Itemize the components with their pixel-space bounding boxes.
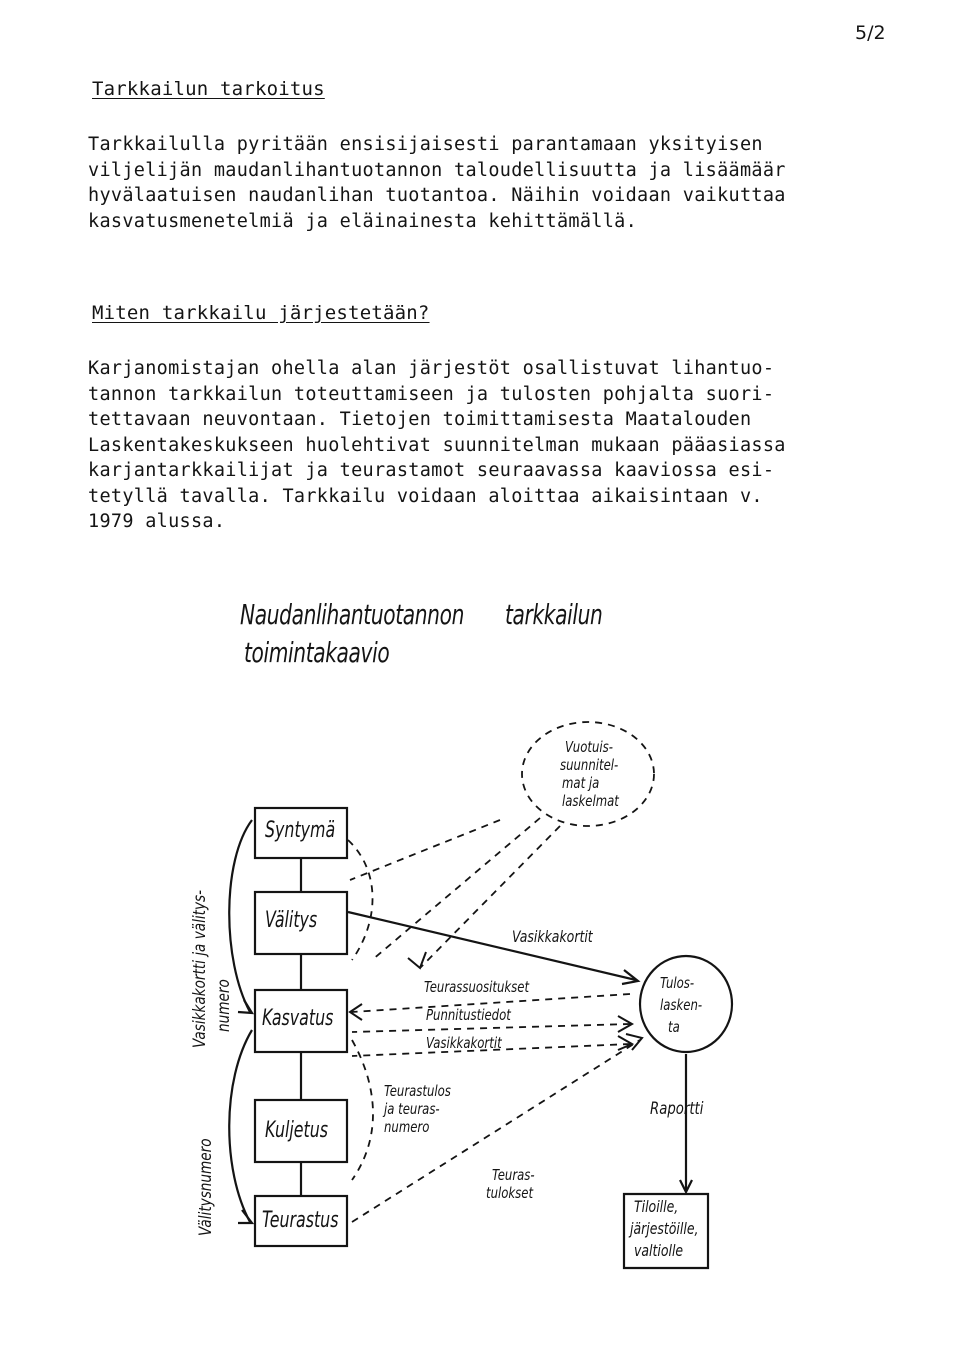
plans-text-4: laskelmat xyxy=(562,792,619,810)
text-line: Karjanomistajan ohella alan järjestöt osallistuvat lihantuo- xyxy=(88,358,775,379)
arrow-label-teurastulos-3: numero xyxy=(384,1118,430,1136)
stage-label-kasvatus: Kasvatus xyxy=(262,1006,334,1031)
text-line: hyvälaatuisen naudanlihan tuotantoa. Näihin voidaan vaikuttaa xyxy=(88,185,786,206)
results-text-3: ta xyxy=(668,1018,680,1036)
left-label-valitysnumero: Välitysnumero xyxy=(196,1138,216,1236)
text-line: 1979 alussa. xyxy=(88,511,226,532)
stage-label-valitys: Välitys xyxy=(265,908,318,933)
text-line: Tarkkailulla pyritään ensisijaisesti parantamaan yksityisen xyxy=(88,134,763,155)
text-line: viljelijän maudanlihantuotannon taloudellisuutta ja lisäämäär xyxy=(88,159,786,181)
arrow-label-teurastulos-1: Teurastulos xyxy=(384,1082,451,1100)
text-line: kasvatusmenetelmiä ja eläinainesta kehittämällä. xyxy=(88,210,638,232)
text-line: tannon tarkkailun toteuttamiseen ja tulosten pohjalta suori- xyxy=(88,383,775,405)
stage-label-syntyma: Syntymä xyxy=(265,818,336,843)
results-text-2: lasken- xyxy=(660,996,703,1014)
plans-text-3: mat ja xyxy=(562,774,600,792)
diagram-title-line1: Naudanlihantuotannon xyxy=(240,598,464,631)
stage-label-kuljetus: Kuljetus xyxy=(265,1118,329,1143)
arrow-label-teurassuositukset: Teurassuositukset xyxy=(424,978,530,996)
section-heading-organization: Miten tarkkailu järjestetään? xyxy=(92,302,430,324)
plans-text-2: suunnitel- xyxy=(560,756,619,774)
diagram-title-line3: toimintakaavio xyxy=(244,636,390,669)
recipients-text-2: järjestöille, xyxy=(630,1219,699,1238)
left-label-vasikkakortti: Vasikkakortti ja välitys- xyxy=(190,889,210,1048)
arrow-label-teurastulokset-1: Teuras- xyxy=(492,1166,535,1184)
diagram-title-line2: tarkkailun xyxy=(505,598,603,631)
text-line: karjantarkkailijat ja teurastamot seuraavassa kaaviossa esi- xyxy=(88,460,775,481)
section-heading-purpose: Tarkkailun tarkoitus xyxy=(92,78,325,100)
arrow-label-punnitustiedot: Punnitustiedot xyxy=(426,1006,511,1024)
arrow-label-vasikkakortit2: Vasikkakortit xyxy=(426,1034,502,1052)
recipients-text-3: valtiolle xyxy=(634,1241,684,1260)
arrow-label-vasikkakortit: Vasikkakortit xyxy=(512,927,593,946)
report-label: Raportti xyxy=(650,1099,704,1119)
page-number: 5/2 xyxy=(855,22,886,44)
arrow-label-teurastulos-2: ja teuras- xyxy=(384,1100,440,1118)
text-line: tettavaan neuvontaan. Tietojen toimittamisesta Maatalouden xyxy=(88,409,752,430)
stage-label-teurastus: Teurastus xyxy=(262,1208,339,1233)
recipients-text-1: Tiloille, xyxy=(634,1197,679,1216)
left-label-numero: numero xyxy=(214,979,234,1032)
plans-text-1: Vuotuis- xyxy=(565,738,613,756)
text-line: tetyllä tavalla. Tarkkailu voidaan aloittaa aikaisintaan v. xyxy=(88,485,763,507)
text-line: Laskentakeskukseen huolehtivat suunnitelman mukaan pääasiassa xyxy=(88,434,786,456)
results-text-1: Tulos- xyxy=(660,974,695,992)
arrow-label-teurastulokset-2: tulokset xyxy=(486,1184,534,1202)
